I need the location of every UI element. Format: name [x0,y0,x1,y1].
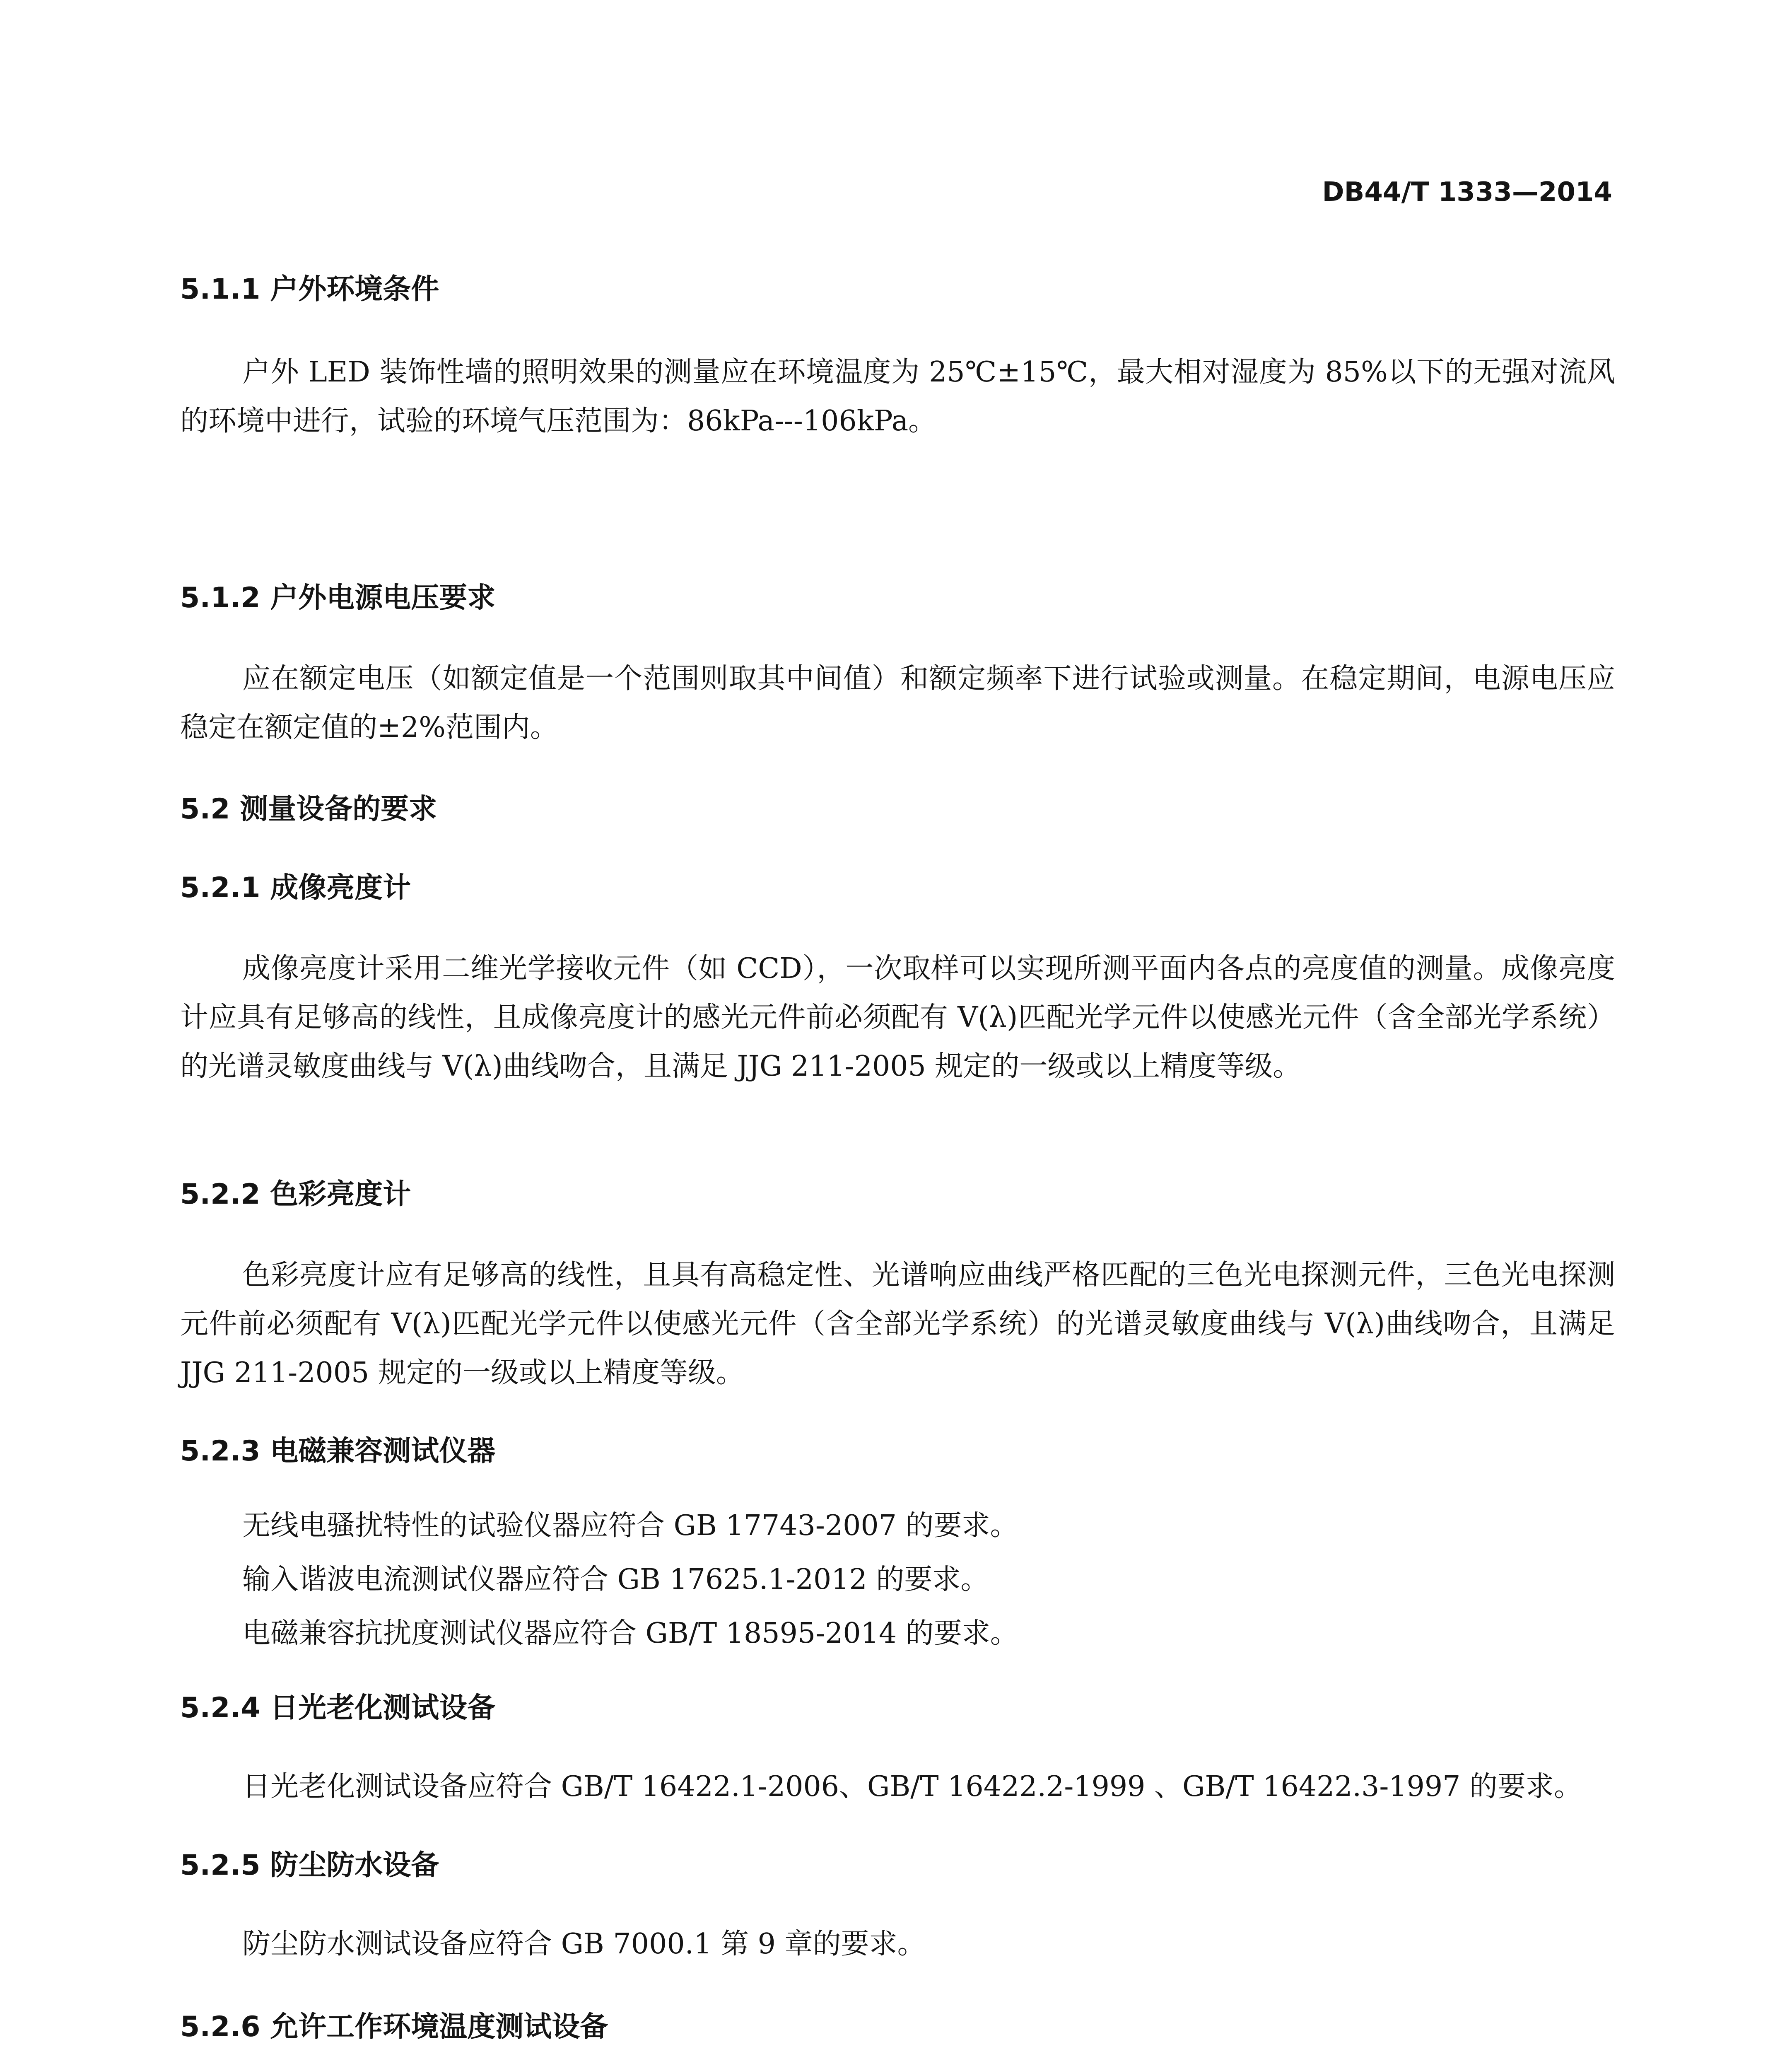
section-heading-5-1-2: 5.1.2 户外电源电压要求 [180,582,496,614]
paragraph-power-voltage: 应在额定电压（如额定值是一个范围则取其中间值）和额定频率下进行试验或测量。在稳定期间，电源电压应稳定在额定值的±2%范围内。 [180,662,1615,744]
section-heading-5-2: 5.2 测量设备的要求 [180,793,437,826]
emc-requirement-line-2: 输入谐波电流测试仪器应符合 GB 17625.1-2012 的要求。 [242,1563,989,1596]
dust-water-requirement: 防尘防水测试设备应符合 GB 7000.1 第 9 章的要求。 [242,1928,926,1960]
paragraph-imaging-luminance-meter: 成像亮度计采用二维光学接收元件（如 CCD），一次取样可以实现所测平面内各点的亮度值的测量。成像亮度计应具有足够高的线性，且成像亮度计的感光元件前必须配有 V(λ)匹配光学元件以使感光元件（含全部光学系统）的光谱灵敏度曲线与 V(λ)曲线吻合，且满足 JJG 211-2005 规定的一级或以上精度等级。 [180,952,1615,1083]
section-heading-5-2-6: 5.2.6 允许工作环境温度测试设备 [180,2011,608,2043]
emc-requirement-line-3: 电磁兼容抗扰度测试仪器应符合 GB/T 18595-2014 的要求。 [242,1617,1018,1650]
section-heading-5-2-2: 5.2.2 色彩亮度计 [180,1178,411,1211]
section-heading-5-2-4: 5.2.4 日光老化测试设备 [180,1692,496,1724]
paragraph-color-luminance-meter: 色彩亮度计应有足够高的线性，且具有高稳定性、光谱响应曲线严格匹配的三色光电探测元件，三色光电探测元件前必须配有 V(λ)匹配光学元件以使感光元件（含全部光学系统）的光谱灵敏度曲线与 V(λ)曲线吻合，且满足 JJG 211-2005 规定的一级或以上精度等级。 [180,1259,1615,1389]
section-heading-5-2-1: 5.2.1 成像亮度计 [180,871,411,904]
section-heading-5-1-1: 5.1.1 户外环境条件 [180,273,439,306]
paragraph-outdoor-environment: 户外 LED 装饰性墙的照明效果的测量应在环境温度为 25℃±15℃，最大相对湿度为 85%以下的无强对流风的环境中进行，试验的环境气压范围为：86kPa---106kPa。 [180,356,1615,437]
emc-requirement-line-1: 无线电骚扰特性的试验仪器应符合 GB 17743-2007 的要求。 [242,1509,1018,1542]
sunlight-aging-requirement: 日光老化测试设备应符合 GB/T 16422.1-2006、GB/T 16422.2-1999 、GB/T 16422.3-1997 的要求。 [242,1770,1582,1803]
standard-code: DB44/T 1333—2014 [1322,177,1612,208]
section-heading-5-2-5: 5.2.5 防尘防水设备 [180,1849,439,1882]
section-heading-5-2-3: 5.2.3 电磁兼容测试仪器 [180,1435,496,1468]
